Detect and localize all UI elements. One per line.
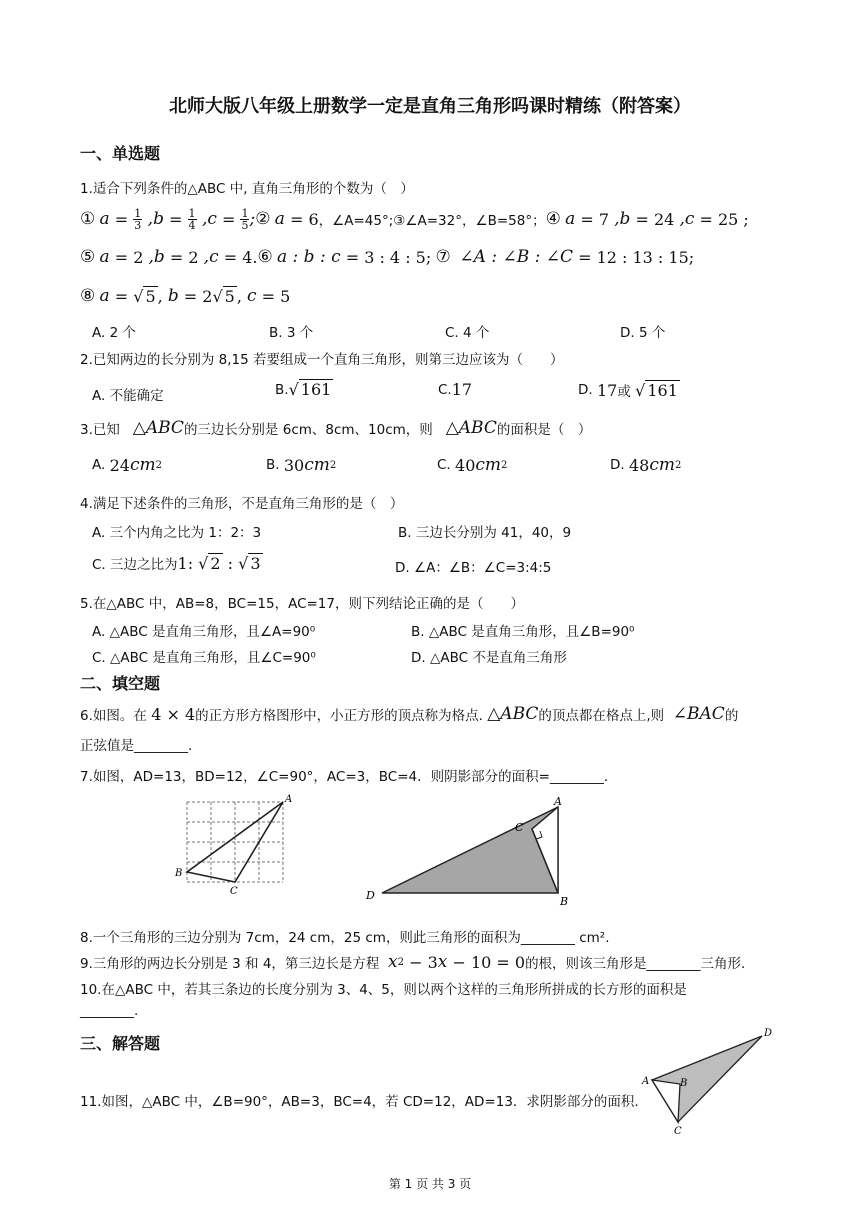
q5-option-d[interactable]: D. △ABC 不是直角三角形 [411,650,567,666]
q2-option-c[interactable]: C. 17 [438,380,473,399]
q2-option-b[interactable]: B. √ 161 [275,380,332,399]
choice-3: ③∠A=32°，∠B=58°； [393,213,546,229]
question-1-stem: 1.适合下列条件的△ABC 中, 直角三角形的个数为（ ） [80,181,414,197]
choice-marker-5: ⑤ [80,247,96,267]
q5-option-c[interactable]: C. △ABC 是直角三角形，且∠C=90⁰ [92,650,316,666]
figure-q7-shaded-triangle [360,795,580,907]
label-c: C [674,1126,682,1137]
q5-option-b[interactable]: B. △ABC 是直角三角形，且∠B=90⁰ [411,624,635,640]
question-9: 9.三角形的两边长分别是 3 和 4，第三边长是方程 x 2 − 3 x − 10 = 0 的根，则该三角形是________三角形. [80,952,746,972]
section-heading-single-choice: 一、单选题 [80,144,161,163]
figure-q6-grid [175,790,295,897]
question-1-line-1: ① a = $\frac{1}{3}$ ,b = $\frac{1}{4}$ ,c = $\frac{1}{5}$ ; ② a = 6 ，∠A=45°; ③∠A=32°，∠B=58°； ④ a = 7 ,b = 24 ,c = 25 ; [80,206,749,232]
q2-option-a[interactable]: A. 不能确定 [92,388,164,404]
label-a: A [285,794,293,805]
question-10-line-2: ________. [80,1003,139,1019]
question-7: 7.如图，AD=13，BD=12，∠C=90°，AC=3，BC=4．则阴影部分的面积=________． [80,769,618,785]
question-5-stem: 5.在△ABC 中，AB=8，BC=15，AC=17，则下列结论正确的是（ ） [80,596,524,612]
label-d: D [764,1028,773,1039]
q5-option-a[interactable]: A. △ABC 是直角三角形，且∠A=90⁰ [92,624,316,640]
question-4-stem: 4.满足下述条件的三角形，不是直角三角形的是（ ） [80,496,404,512]
label-a: A [642,1076,650,1087]
q3-option-b[interactable]: B. 30 cm 2 [266,455,337,475]
q4-option-c[interactable]: C. 三边之比为 1: √ 2 : √ 3 [92,553,261,573]
section-heading-solutions: 三、解答题 [80,1034,161,1053]
q3-option-a[interactable]: A. 24 cm 2 [92,455,162,475]
choice-marker-2: ② [255,209,271,229]
q1-option-c[interactable]: C. 4 个 [445,325,490,341]
label-c: C [230,886,238,897]
question-2-stem: 2.已知两边的长分别为 8,15 若要组成一个直角三角形，则第三边应该为（ ） [80,352,564,368]
q3-option-c[interactable]: C. 40 cm 2 [437,455,508,475]
label-d: D [366,889,375,902]
figure-q11-shaded-triangle [638,1024,778,1140]
section-heading-fill-blank: 二、填空题 [80,674,161,693]
question-6-line-2: 正弦值是________. [80,738,193,754]
q2-option-d[interactable]: D. 17 或 √ 161 [578,380,678,400]
choice-marker-7: ⑦ [435,247,451,267]
q4-option-a[interactable]: A. 三个内角之比为 1：2：3 [92,525,262,541]
q1-option-b[interactable]: B. 3 个 [269,325,314,341]
choice-marker-1: ① [80,209,96,229]
question-1-line-3: ⑧ a = √ 5 , b = 2√ 5 , c = 5 [80,286,291,306]
choice-marker-8: ⑧ [80,286,96,306]
question-8: 8.一个三角形的三边分别为 7cm，24 cm，25 cm，则此三角形的面积为________ cm². [80,930,610,946]
question-3-stem: 3.已知 △ABC 的三边长分别是 6cm、8cm、10cm，则 △ABC 的面积是（ ） [80,418,592,438]
q1-option-a[interactable]: A. 2 个 [92,325,136,341]
q4-option-d[interactable]: D. ∠A：∠B：∠C=3:4:5 [395,560,552,576]
label-b: B [175,868,183,879]
label-c: C [515,821,524,834]
page-footer: 第 1 页 共 3 页 [388,1177,472,1191]
choice-marker-6: ⑥ [257,247,273,267]
question-11: 11.如图，△ABC 中，∠B=90°，AB=3，BC=4，若 CD=12，AD=13．求阴影部分的面积. [80,1094,639,1110]
page-title: 北师大版八年级上册数学一定是直角三角形吗课时精练（附答案） [169,96,691,117]
q1-option-d[interactable]: D. 5 个 [620,325,666,341]
label-a: A [554,795,562,808]
question-10-line-1: 10.在△ABC 中，若其三条边的长度分别为 3、4、5，则以两个这样的三角形所拼成的长方形的面积是 [80,982,687,998]
label-b: B [560,895,569,908]
question-6-line-1: 6.如图。在 4 × 4 的正方形方格图形中，小正方形的顶点称为格点. △ABC 的顶点都在格点上,则 ∠BAC 的 [80,704,739,724]
q3-option-d[interactable]: D. 48 cm 2 [610,455,682,475]
q4-option-b[interactable]: B. 三边长分别为 41，40，9 [398,525,572,541]
choice-marker-4: ④ [545,209,561,229]
question-1-line-2: ⑤ a = 2 ,b = 2 ,c = 4. ⑥ a : b : c = 3 : 4 : 5; ⑦ ∠A : ∠B : ∠C = 12 : 13 : 15; [80,247,695,267]
label-b: B [680,1078,688,1089]
